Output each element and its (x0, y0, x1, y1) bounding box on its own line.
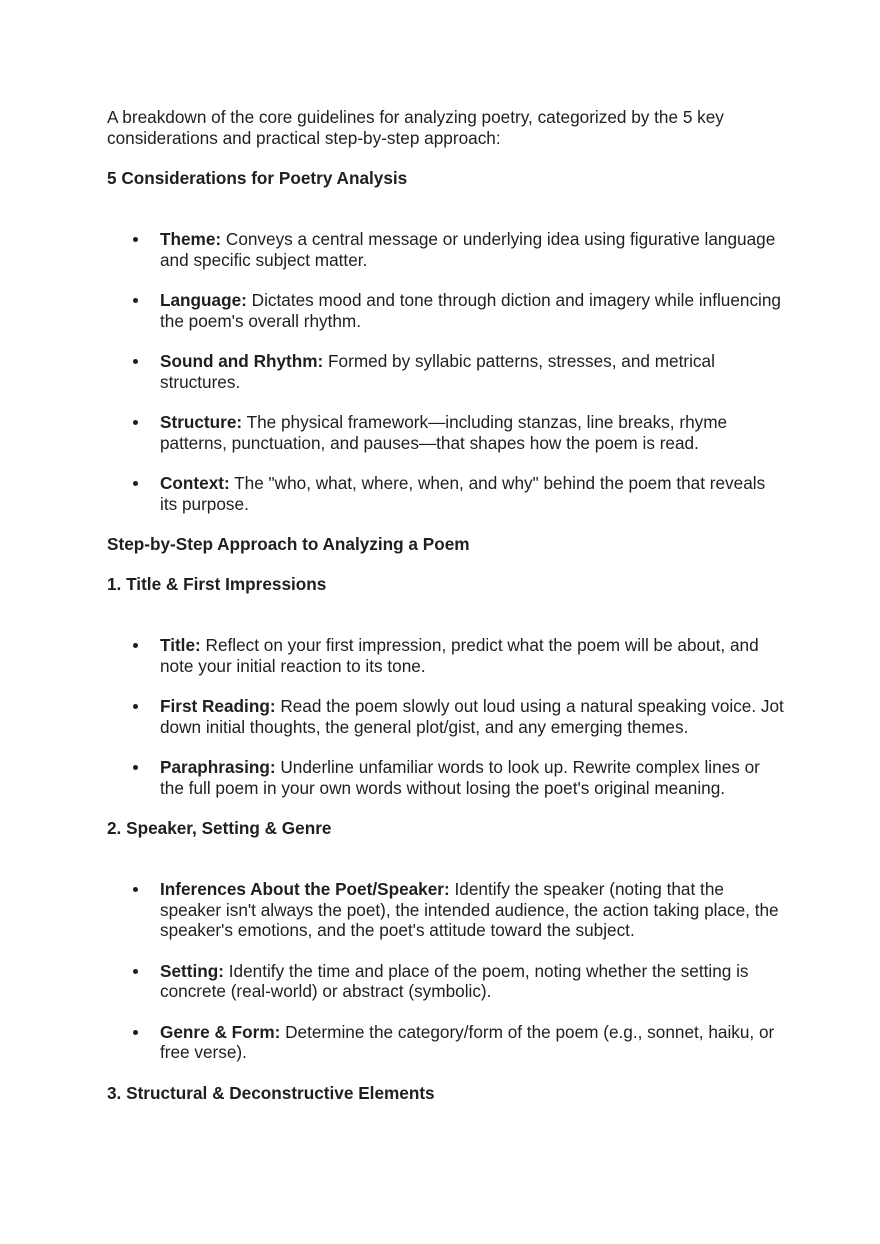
item-term: Inferences About the Poet/Speaker: (160, 879, 450, 899)
step1-list (107, 614, 787, 798)
item-text: The physical framework—including stanzas, line breaks, rhyme patterns, punctuation, and pauses—that shapes how the poem is read. (160, 412, 728, 453)
list-item (107, 1022, 787, 1063)
list-item (107, 961, 787, 1002)
item-text: Dictates mood and tone through diction and imagery while influencing the poem's overall rhythm. (160, 290, 781, 331)
item-term: Genre & Form: (160, 1021, 281, 1042)
considerations-list (107, 208, 787, 514)
item-term: Title: (160, 635, 201, 655)
step2-list (107, 858, 787, 1063)
list-item (107, 412, 787, 453)
item-term: Structure: (160, 412, 243, 432)
considerations-heading: 5 Considerations for Poetry Analysis (107, 168, 408, 188)
list-item (107, 229, 787, 270)
list-item (107, 635, 787, 676)
step1-heading: 1. Title & First Impressions (107, 574, 327, 594)
item-text: Conveys a central message or underlying idea using figurative language and specific subject matter. (160, 229, 776, 270)
item-text: Reflect on your first impression, predict what the poem will be about, and note your initial reaction to its tone. (160, 635, 759, 676)
item-text: Identify the time and place of the poem, noting whether the setting is concrete (real-world) or abstract (symbolic). (160, 960, 749, 1001)
item-term: Paraphrasing: (160, 757, 276, 777)
item-term: Theme: (160, 229, 222, 249)
item-term: Sound and Rhythm: (160, 351, 324, 371)
item-text: Determine the category/form of the poem (e.g., sonnet, haiku, or free verse). (160, 1021, 775, 1062)
item-text: The "who, what, where, when, and why" behind the poem that reveals its purpose. (160, 473, 766, 514)
item-text: Identify the speaker (noting that the speaker isn't always the poet), the intended audience, the action taking place, the speaker's emotions, and the poet's attitude toward the subject. (160, 879, 779, 940)
list-item (107, 757, 787, 798)
item-text: Read the poem slowly out loud using a natural speaking voice. Jot down initial thoughts, the general plot/gist, and any emerging themes. (160, 696, 784, 737)
item-term: Setting: (160, 960, 224, 981)
list-item (107, 351, 787, 392)
item-text: Formed by syllabic patterns, stresses, and metrical structures. (160, 351, 715, 392)
step2-heading: 2. Speaker, Setting & Genre (107, 818, 332, 838)
list-item (107, 696, 787, 737)
intro-paragraph: A breakdown of the core guidelines for analyzing poetry, categorized by the 5 key considerations and practical step-by-step approach: (107, 107, 724, 148)
document-page (107, 107, 787, 1123)
list-item (107, 473, 787, 514)
list-item (107, 879, 787, 941)
approach-heading: Step-by-Step Approach to Analyzing a Poem (107, 534, 470, 554)
item-term: Context: (160, 473, 230, 493)
list-item (107, 290, 787, 331)
item-term: Language: (160, 290, 247, 310)
item-text: Underline unfamiliar words to look up. Rewrite complex lines or the full poem in your own words without losing the poet's original meaning. (160, 757, 760, 798)
item-term: First Reading: (160, 696, 276, 716)
step3-heading: 3. Structural & Deconstructive Elements (107, 1082, 435, 1103)
